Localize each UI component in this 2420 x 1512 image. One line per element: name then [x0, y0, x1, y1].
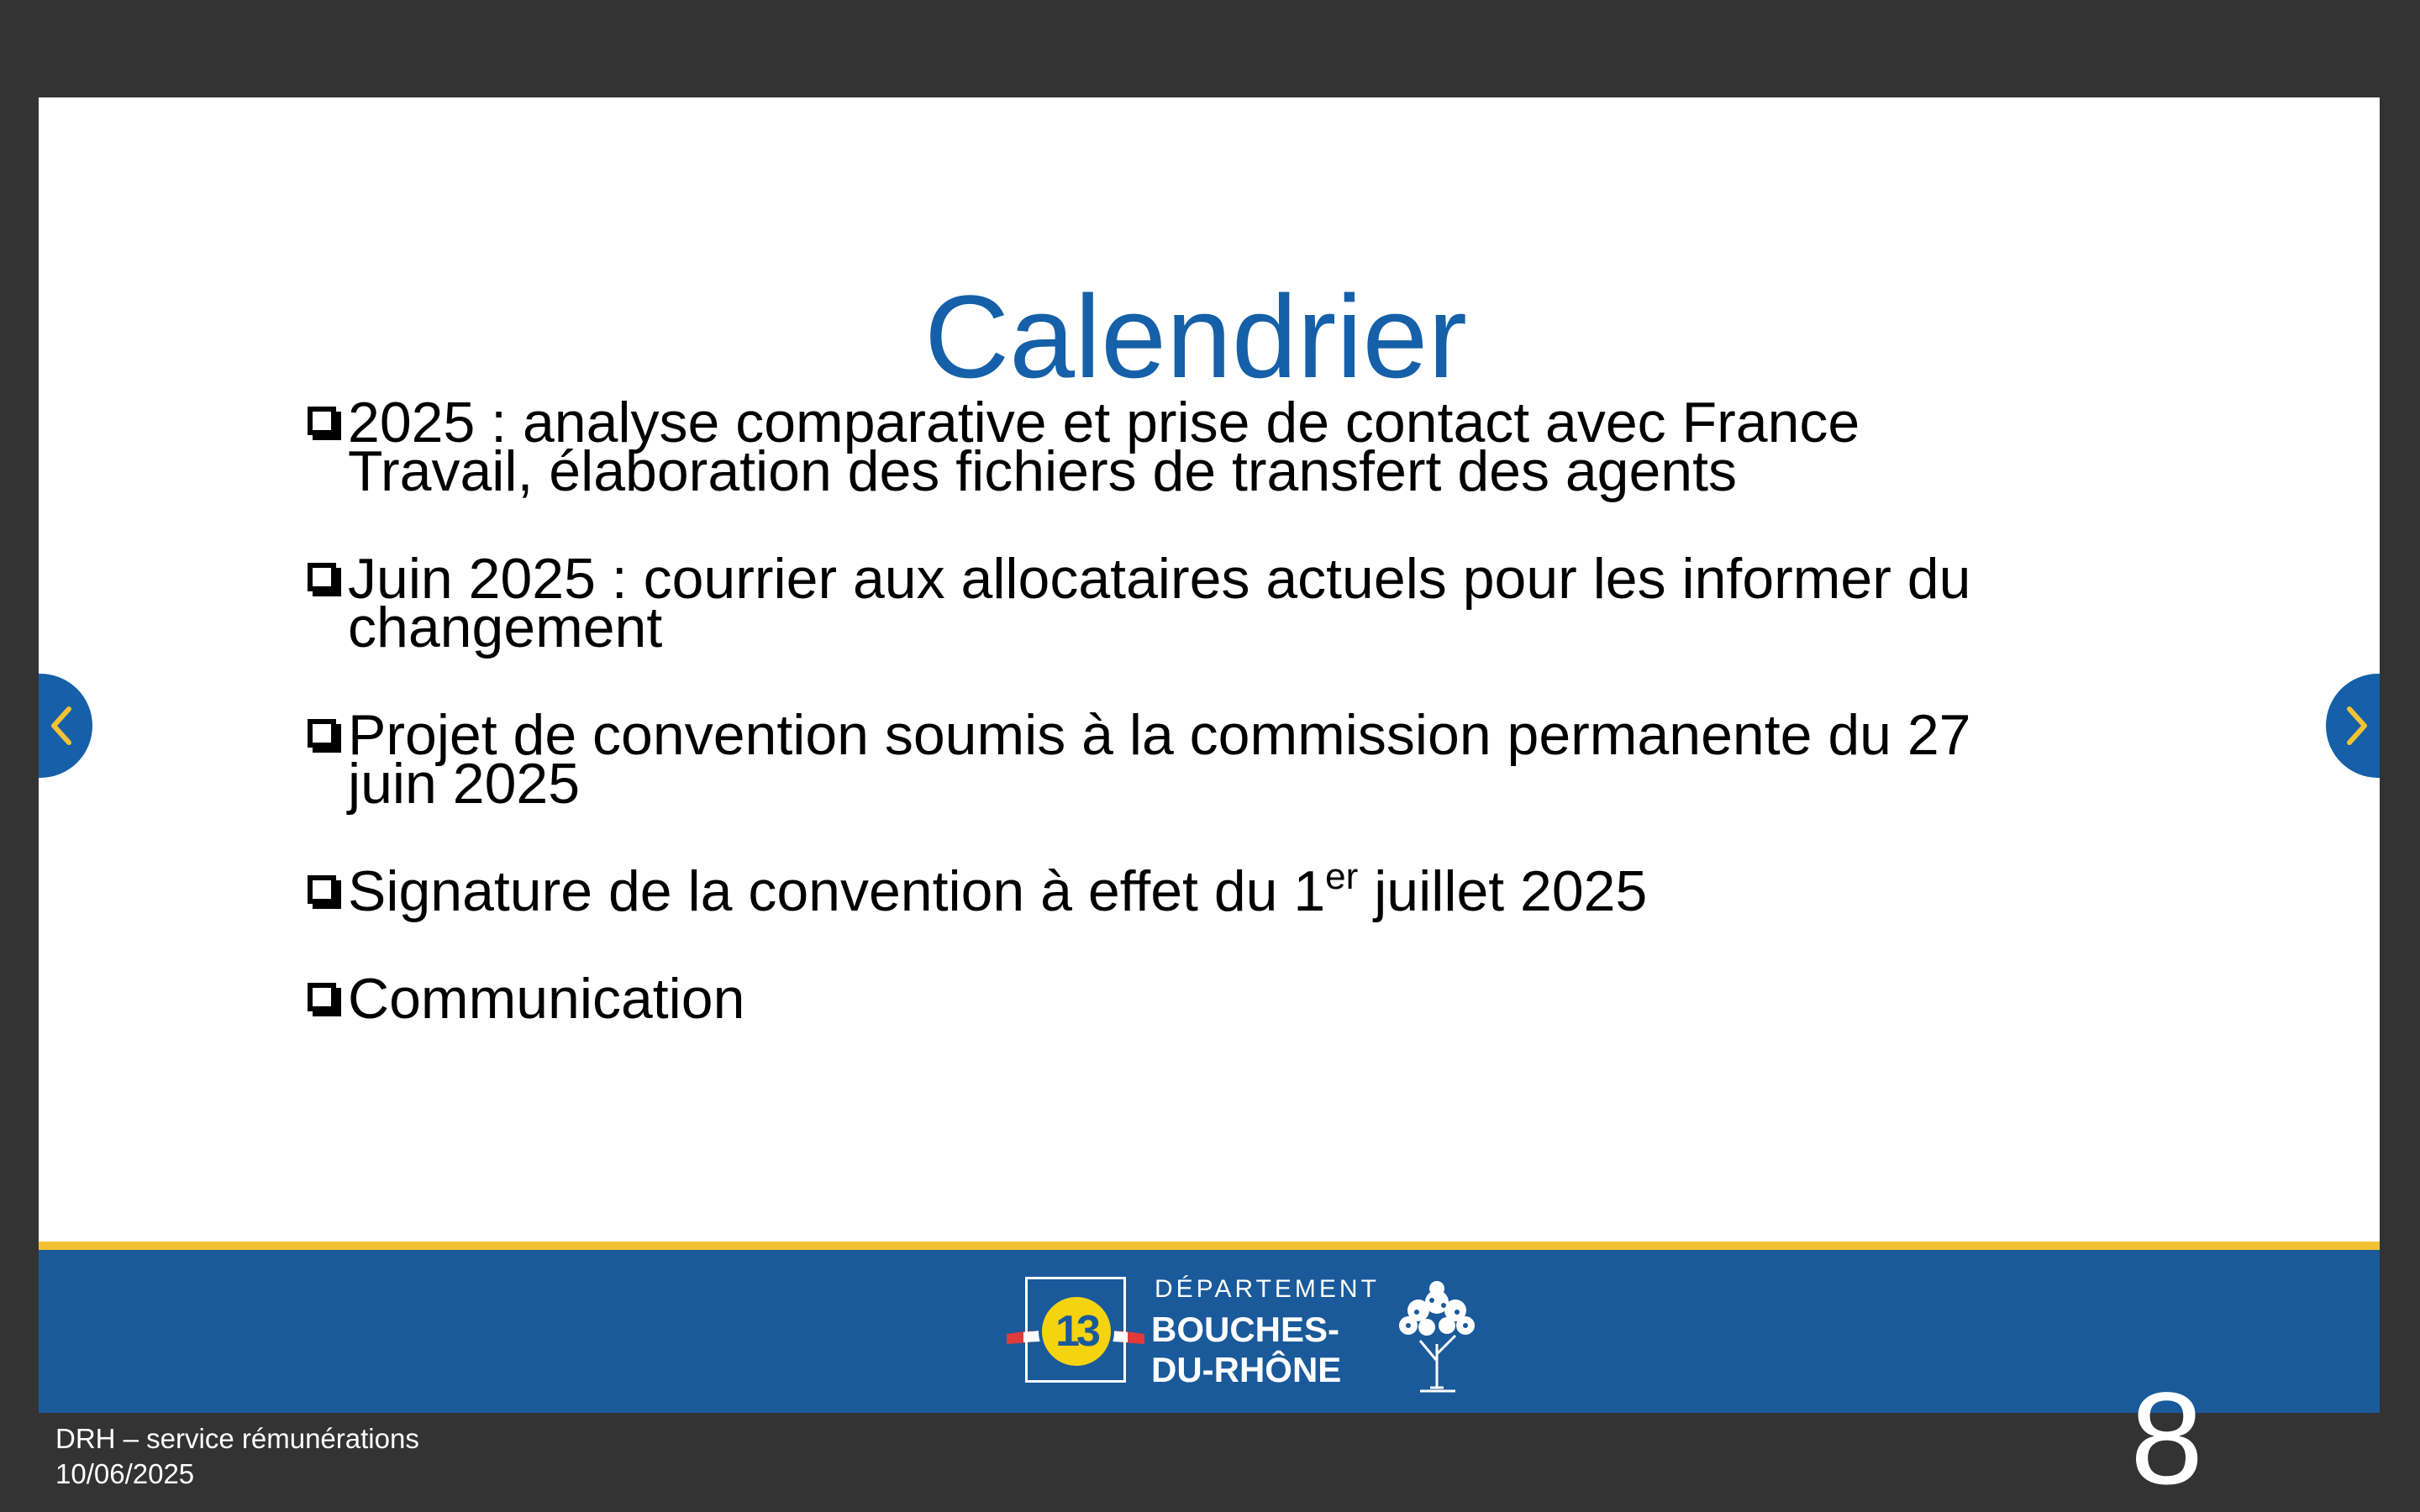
checkbox-bullet-icon [308, 983, 336, 1011]
list-item [308, 967, 2156, 1031]
slide-title: Calendrier [924, 270, 1467, 402]
bullet-text: Projet de convention soumis à la commission permanente du 27 juin 2025 [348, 703, 1971, 816]
bullet-text: 2025 : analyse comparative et prise de contact avec France Travail, élaboration des fichiers de transfert des agents [348, 391, 1860, 503]
slide-page-number: 8 [2130, 1366, 2203, 1512]
list-item [308, 703, 2156, 816]
chevron-left-icon [49, 706, 74, 746]
list-item [308, 856, 2156, 923]
footer-department: DRH – service rémunérations [55, 1423, 419, 1454]
footer-date: 10/06/2025 [55, 1458, 195, 1489]
logo-bouches-text: BOUCHES- [1151, 1310, 1340, 1349]
logo-departement-text: DÉPARTEMENT [1155, 1275, 1380, 1303]
checkbox-bullet-icon [308, 875, 336, 904]
list-item [308, 547, 2156, 659]
checkbox-bullet-icon [308, 407, 336, 435]
footer-caption [55, 1421, 419, 1492]
bullet-text: Signature de la convention à effet du 1er juillet 2025 [348, 856, 1648, 923]
logo-du-rhone-text: DU-RHÔNE [1151, 1350, 1342, 1389]
bullet-text: Juin 2025 : courrier aux allocataires actuels pour les informer du changement [348, 547, 1971, 659]
slide [39, 97, 2380, 1512]
olive-tree-icon [1378, 1277, 1496, 1394]
footer-stripe [39, 1242, 2380, 1250]
chevron-right-icon [2344, 706, 2370, 746]
bullet-list [308, 391, 2156, 1082]
bullet-text: Communication [348, 967, 745, 1031]
checkbox-bullet-icon [308, 563, 336, 591]
checkbox-bullet-icon [308, 719, 336, 748]
logo-emblem-13: 13 [1039, 1294, 1114, 1369]
department-logo [968, 1275, 1497, 1401]
list-item [308, 391, 2156, 503]
